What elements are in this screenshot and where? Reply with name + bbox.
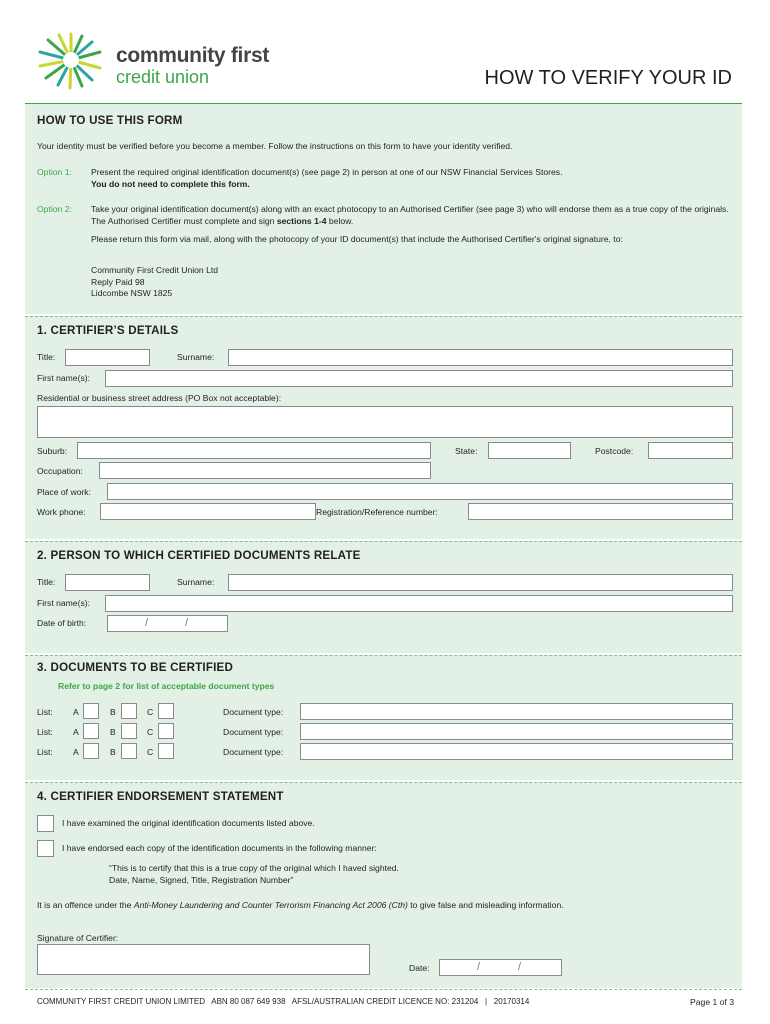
offence-text-a: It is an offence under the (37, 900, 132, 910)
list-c-label: C (147, 747, 154, 757)
signature-date-field[interactable] (439, 959, 562, 976)
list-a-label: A (73, 727, 79, 737)
section3-note: Refer to page 2 for list of acceptable document types (58, 681, 275, 691)
list-c-label: C (147, 707, 154, 717)
title-label: Title: (37, 352, 56, 362)
person-dob-field[interactable] (107, 615, 228, 632)
address-line: Community First Credit Union Ltd (91, 265, 219, 275)
certifier-suburb-field[interactable] (77, 442, 431, 459)
intro-heading: HOW TO USE THIS FORM (37, 114, 183, 127)
list-b-label: B (110, 707, 116, 717)
option2-text-a: Take your original identification document(s) along with an exact photocopy to an Authorised Certifier (see page 3) who will endorse them as a true copy of the originals. The Authorised Certifier must complete and sign (91, 204, 729, 226)
list-label: List: (37, 747, 53, 757)
list-a-checkbox[interactable] (83, 723, 99, 739)
section-person-details (25, 541, 742, 653)
postcode-label: Postcode: (595, 446, 634, 456)
surname-label: Surname: (177, 352, 215, 362)
return-text: Please return this form via mail, along with the photocopy of your ID document(s) that include the Authorised Certifier's original signature, to: (91, 234, 623, 244)
work-phone-label: Work phone: (37, 507, 86, 517)
place-of-work-label: Place of work: (37, 487, 91, 497)
certification-quote (109, 863, 399, 886)
list-a-checkbox[interactable] (83, 743, 99, 759)
date-separator: / (145, 617, 149, 629)
document-type-label: Document type: (223, 747, 284, 757)
dob-label: Date of birth: (37, 618, 87, 628)
option1-label: Option 1: (37, 167, 72, 177)
option2-label: Option 2: (37, 204, 72, 214)
section4-heading: 4. CERTIFIER ENDORSEMENT STATEMENT (37, 790, 284, 803)
title-label: Title: (37, 577, 56, 587)
suburb-label: Suburb: (37, 446, 68, 456)
first-names-label: First name(s): (37, 373, 90, 383)
page-title: HOW TO VERIFY YOUR ID (484, 67, 732, 89)
date-separator: / (477, 961, 481, 973)
person-surname-field[interactable] (228, 574, 733, 591)
document-type-label: Document type: (223, 707, 284, 717)
person-first-names-field[interactable] (105, 595, 733, 612)
registration-label: Registration/Reference number: (316, 507, 438, 517)
intro-text: Your identity must be verified before you become a member. Follow the instructions on this form to have your identity verified. (37, 141, 513, 151)
list-c-checkbox[interactable] (158, 723, 174, 739)
list-b-checkbox[interactable] (121, 743, 137, 759)
list-c-label: C (147, 727, 154, 737)
signature-label: Signature of Certifier: (37, 933, 119, 943)
logo (34, 30, 284, 90)
list-c-checkbox[interactable] (158, 743, 174, 759)
list-b-label: B (110, 727, 116, 737)
section1-heading: 1. CERTIFIER’S DETAILS (37, 324, 179, 337)
document-type-label: Document type: (223, 727, 284, 737)
list-b-checkbox[interactable] (121, 703, 137, 719)
list-c-checkbox[interactable] (158, 703, 174, 719)
endorsed-text: I have endorsed each copy of the identification documents in the following manner: (62, 843, 377, 853)
logo-name-line2: credit union (116, 67, 210, 87)
document-type-field[interactable] (300, 703, 733, 720)
section2-heading: 2. PERSON TO WHICH CERTIFIED DOCUMENTS RELATE (37, 549, 361, 562)
date-separator: / (518, 961, 522, 973)
option1-text: Present the required original identification document(s) (see page 2) in person at one of our NSW Financial Services Stores. (91, 167, 563, 177)
list-a-label: A (73, 747, 79, 757)
section-endorsement (25, 782, 742, 988)
option2-bold: sections 1-4 (276, 215, 327, 226)
certifier-surname-field[interactable] (228, 349, 733, 366)
return-address (91, 265, 218, 300)
list-b-checkbox[interactable] (121, 723, 137, 739)
option2-body (91, 204, 731, 227)
option1-body (91, 167, 731, 190)
list-label: List: (37, 707, 53, 717)
list-label: List: (37, 727, 53, 737)
certifier-postcode-field[interactable] (648, 442, 733, 459)
examined-checkbox[interactable] (37, 815, 54, 832)
document-type-field[interactable] (300, 723, 733, 740)
logo-name-line1: community first (116, 44, 270, 67)
offence-statement (37, 900, 737, 912)
section-certifier-details (25, 316, 742, 539)
certifier-address-field[interactable] (37, 406, 733, 438)
surname-label: Surname: (177, 577, 215, 587)
date-separator: / (185, 617, 189, 629)
first-names-label: First name(s): (37, 598, 90, 608)
address-line: Lidcombe NSW 1825 (91, 288, 173, 298)
certifier-first-names-field[interactable] (105, 370, 733, 387)
occupation-label: Occupation: (37, 466, 83, 476)
state-label: State: (455, 446, 478, 456)
endorsed-checkbox[interactable] (37, 840, 54, 857)
certifier-occupation-field[interactable] (99, 462, 431, 479)
quote-line: “This is to certify that this is a true copy of the original which I haved sighted. (109, 863, 399, 873)
date-label: Date: (409, 963, 430, 973)
certifier-registration-field[interactable] (468, 503, 733, 520)
section-documents (25, 655, 742, 780)
quote-line: Date, Name, Signed, Title, Registration Number” (109, 874, 294, 885)
section3-heading: 3. DOCUMENTS TO BE CERTIFIED (37, 661, 234, 674)
intro-panel (25, 103, 742, 314)
offence-text-b: to give false and misleading information. (410, 900, 564, 910)
signature-field[interactable] (37, 944, 370, 975)
examined-text: I have examined the original identification documents listed above. (62, 818, 315, 828)
certifier-work-phone-field[interactable] (100, 503, 316, 520)
logo-burst-icon (34, 30, 108, 90)
certifier-title-field[interactable] (65, 349, 150, 366)
address-line: Reply Paid 98 (91, 276, 145, 287)
document-type-field[interactable] (300, 743, 733, 760)
list-a-checkbox[interactable] (83, 703, 99, 719)
offence-act-name: Anti-Money Laundering and Counter Terrorism Financing Act 2006 (Cth) (133, 900, 408, 910)
address-label: Residential or business street address (PO Box not acceptable): (37, 393, 282, 403)
certifier-place-of-work-field[interactable] (107, 483, 733, 500)
list-b-label: B (110, 747, 116, 757)
option2-text-b: below. (328, 215, 354, 226)
certifier-state-field[interactable] (488, 442, 571, 459)
list-a-label: A (73, 707, 79, 717)
footer-left: COMMUNITY FIRST CREDIT UNION LIMITED ABN 80 087 649 938 AFSL/AUSTRALIAN CREDIT LICENCE NO: 231204 | 20170314 (37, 997, 530, 1006)
option1-bold: You do not need to complete this form. (91, 178, 250, 189)
person-title-field[interactable] (65, 574, 150, 591)
footer-line (25, 989, 742, 990)
footer-page-number: Page 1 of 3 (690, 997, 734, 1007)
